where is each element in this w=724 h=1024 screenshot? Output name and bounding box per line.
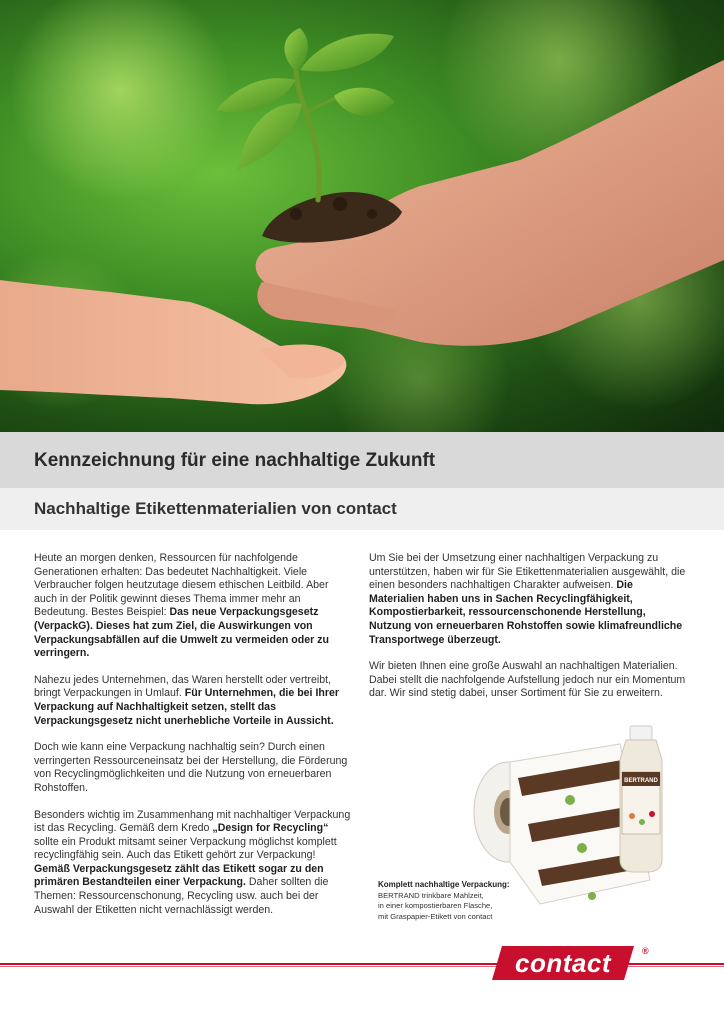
hero-photo bbox=[0, 0, 724, 432]
caption-line-1: BERTRAND trinkbare Mahlzeit, bbox=[378, 890, 484, 900]
paragraph-3: Doch wie kann eine Verpackung nachhaltig sein? Durch einen verringerten Ressourceneinsatz bei der Herstellung, die Förderung von Recyclingmöglichkeiten und die Nutzung von erneuerbaren Rohstoffen. bbox=[34, 741, 348, 794]
contact-logo bbox=[492, 946, 642, 980]
paragraph-5: Um Sie bei der Umsetzung einer nachhaltigen Verpackung zu unterstützen, haben wir für Sie Etikettenmaterialien ausgewählt, die einen besonders nachhaltigen Charakter aufweisen. Die Materialien haben uns in Sachen Recyclingfähigkeit, Kompostierbarkeit, ressourcenschonende Herstellung, Nutzung von erneuerbaren Rohstoffen sowie klimafreundliche Transportwege überzeugt. bbox=[369, 552, 686, 646]
logo-text: contact bbox=[515, 947, 611, 978]
bottle-label-text: BERTRAND bbox=[624, 778, 658, 784]
left-column bbox=[34, 552, 352, 930]
caption-title: Komplett nachhaltige Verpackung: bbox=[378, 880, 510, 889]
paragraph-4: Besonders wichtig im Zusammenhang mit nachhaltiger Verpackung ist das Recycling. Gemäß dem Kredo „Design for Recycling“ sollte ein Produkt mitsamt seiner Verpackung möglichst komplett recyclingfähig sein. Auch das Etikett gehört zur Verpackung! Gemäß Verpackungsgesetz zählt das Etikett sogar zu den primären Bestandteilen einer Verpackung. Daher sollten die Themen: Ressourcenschonung, Recycling usw. auch bei der Auswahl der Etiketten nicht vernachlässigt werden. bbox=[34, 808, 351, 916]
right-column bbox=[369, 552, 689, 714]
page-title: Kennzeichnung für eine nachhaltige Zukunft bbox=[34, 450, 436, 471]
paragraph-2: Nahezu jedes Unternehmen, das Waren herstellt oder vertreibt, bringt Verpackungen in Umlauf. Für Unternehmen, die bei Ihrer Verpackung auf Nachhaltigkeit setzen, stellt das Verpackungsgesetz nicht unerhebliche Vorteile in Aussicht. bbox=[34, 673, 339, 727]
caption-line-3: mit Graspapier-Etikett von contact bbox=[378, 911, 493, 921]
caption-line-2: in einer kompostierbaren Flasche, bbox=[378, 901, 493, 910]
hands-seedling-illustration bbox=[0, 0, 724, 432]
page-subtitle: Nachhaltige Etikettenmaterialien von contact bbox=[34, 499, 397, 518]
paragraph-6: Wir bieten Ihnen eine große Auswahl an nachhaltigen Materialien. Dabei stellt die nachfolgende Aufstellung jedoch nur ein Momentum dar. Wir sind stetig dabei, unser Sortiment für Sie zu erweitern. bbox=[369, 660, 686, 700]
product-caption bbox=[378, 880, 548, 922]
registered-mark: ® bbox=[642, 946, 649, 956]
paragraph-1: Heute an morgen denken, Ressourcen für nachfolgende Generationen erhalten: Das bedeutet Nachhaltigkeit. Viele Verbraucher folgen heutzutage diesem ethischen Leitbild. Aber auch in der Politik gewinnt dieses Thema immer mehr an Bedeutung. Bestes Beispiel: Das neue Verpackungsgesetz (VerpackG). Dieses hat zum Ziel, die Auswirkungen von Verpackungsabfällen auf die Umwelt zu vermeiden oder zu verringern. bbox=[34, 552, 329, 660]
